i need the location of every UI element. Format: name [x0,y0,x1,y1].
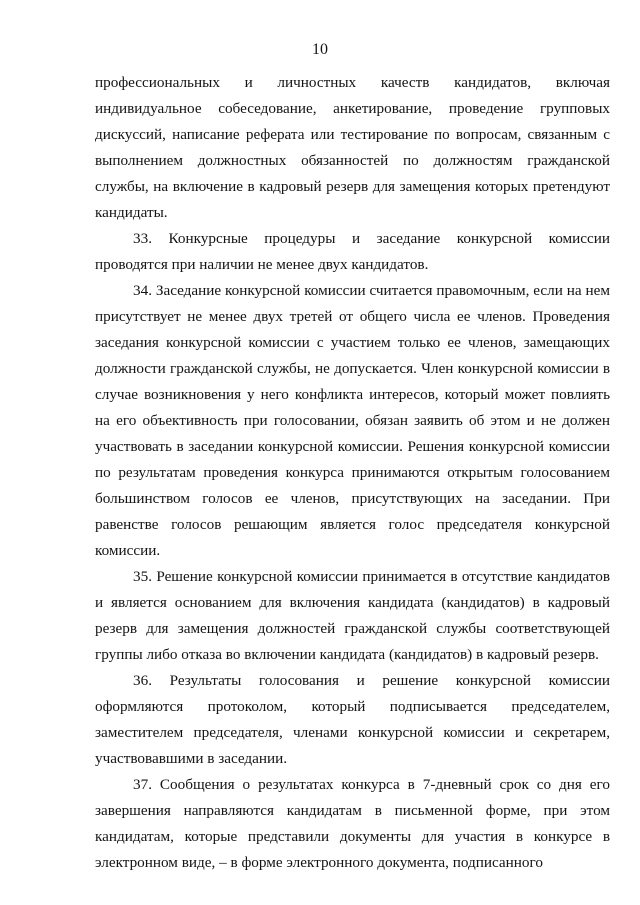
body-text [95,70,610,876]
paragraph-35: 35. Решение конкурсной комиссии принимается в отсутствие кандидатов и является основанием для включения кандидата (кандидатов) в кадровый резерв для замещения должностей гражданской службы соответствующей группы либо отказа во включении кандидата (кандидатов) в кадровый резерв. [95,568,610,663]
paragraph-37: 37. Сообщения о результатах конкурса в 7-дневный срок со дня его завершения направляются кандидатам в письменной форме, при этом кандидатам, которые представили документы для участия в конкурсе в электронном виде, – в форме электронного документа, подписанного [95,776,610,871]
page-number: 10 [312,41,328,58]
paragraph-34: 34. Заседание конкурсной комиссии считается правомочным, если на нем присутствует не менее двух третей от общего числа ее членов. Проведения заседания конкурсной комиссии с участием только ее членов, замещающих должности гражданской службы, не допускается. Член конкурсной комиссии в случае возникновения у него конфликта интересов, который может повлиять на его объективность при голосовании, обязан заявить об этом и не должен участвовать в заседании конкурсной комиссии. Решения конкурсной комиссии по результатам проведения конкурса принимаются открытым голосованием большинством голосов ее членов, присутствующих на заседании. При равенстве голосов решающим является голос председателя конкурсной комиссии. [95,282,610,559]
paragraph-36: 36. Результаты голосования и решение конкурсной комиссии оформляются протоколом, который подписывается председателем, заместителем председателя, членами конкурсной комиссии и секретарем, участвовавшими в заседании. [95,672,610,767]
paragraph-continuation: профессиональных и личностных качеств кандидатов, включая индивидуальное собеседование, анкетирование, проведение групповых дискуссий, написание реферата или тестирование по вопросам, связанным с выполнением должностных обязанностей по должностям гражданской службы, на включение в кадровый резерв для замещения которых претендуют кандидаты. [95,74,610,221]
paragraph-33: 33. Конкурсные процедуры и заседание конкурсной комиссии проводятся при наличии не менее двух кандидатов. [95,230,610,273]
